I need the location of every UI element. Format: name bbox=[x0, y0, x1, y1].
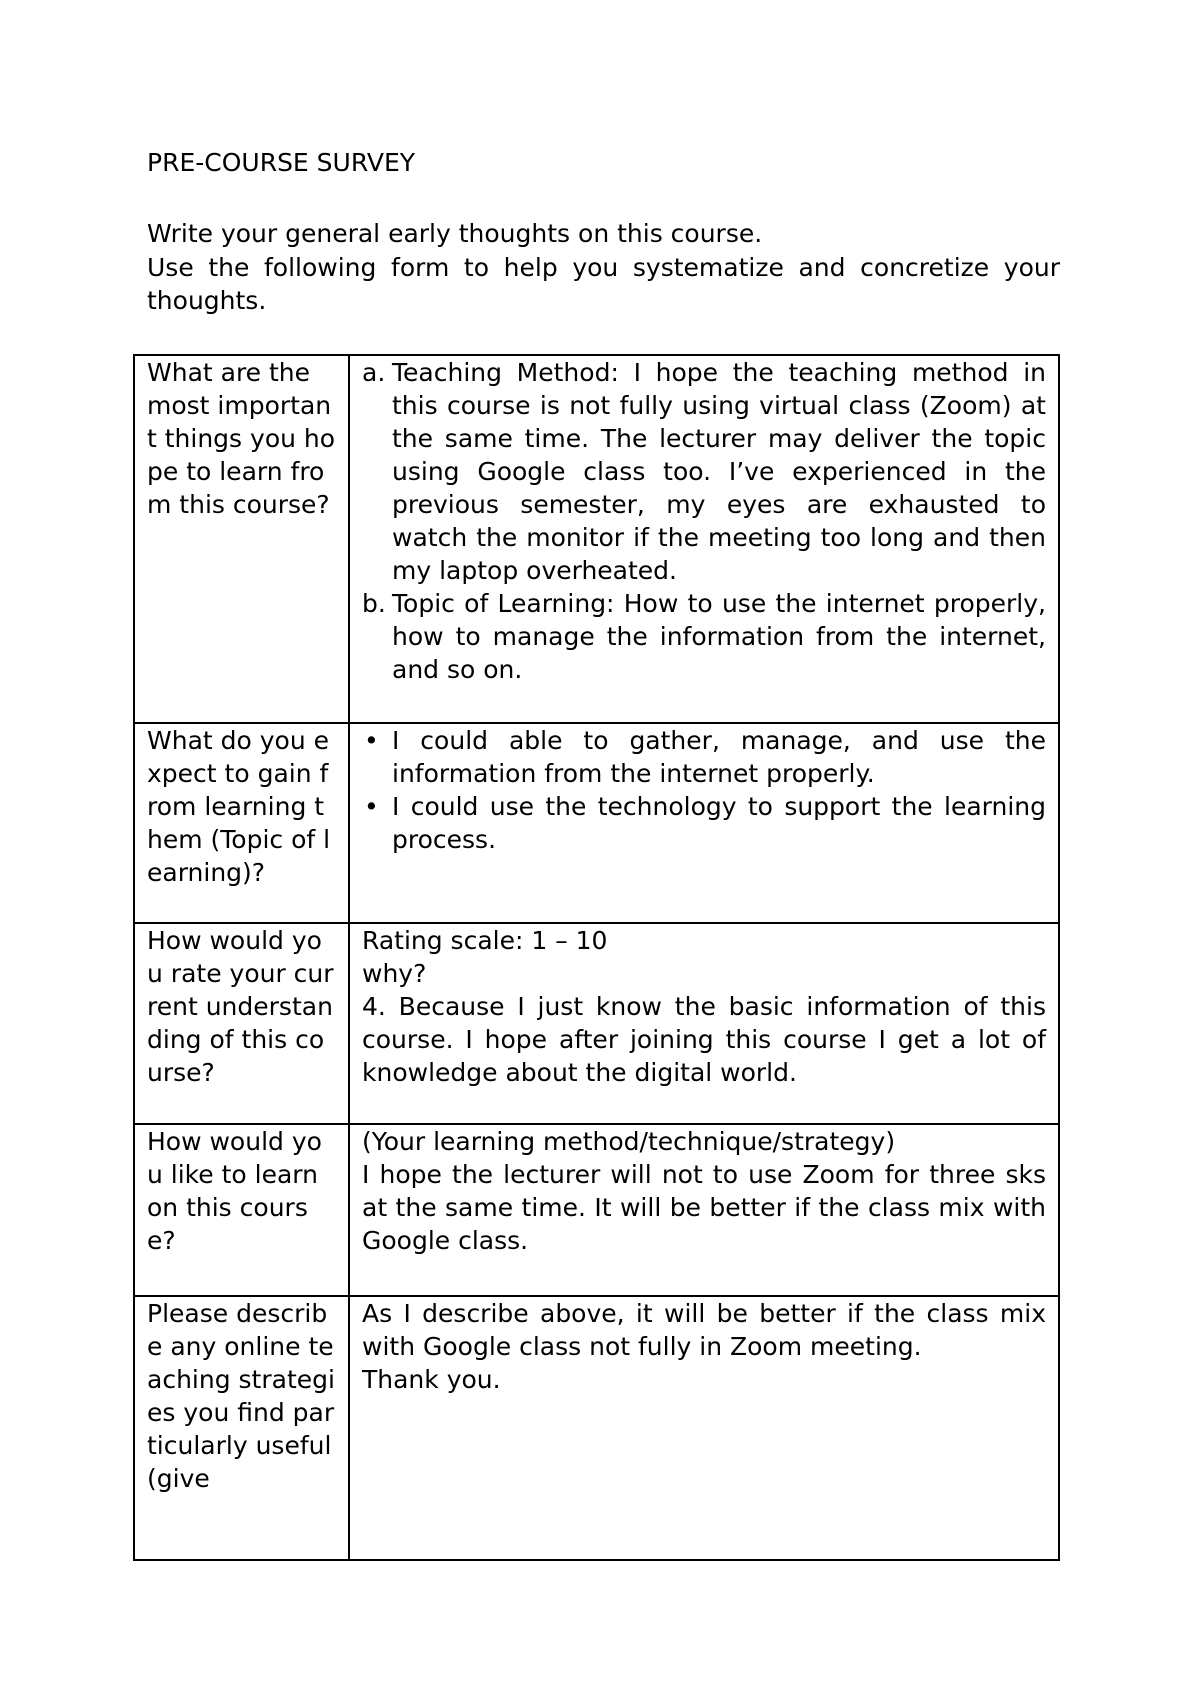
survey-table bbox=[133, 354, 1060, 1561]
table-row bbox=[134, 1124, 1059, 1296]
table-row bbox=[134, 723, 1059, 923]
answer-cell bbox=[349, 355, 1059, 723]
list-marker: b. bbox=[362, 589, 386, 618]
question-text: Please describe any online teaching strategies you find particularly useful (give bbox=[147, 1299, 335, 1493]
answer-cell bbox=[349, 1296, 1059, 1560]
list-marker: a. bbox=[362, 358, 386, 387]
question-cell: How would you rate your current understanding of this course? bbox=[134, 923, 349, 1124]
answer-cell bbox=[349, 723, 1059, 923]
why-label: why? bbox=[362, 959, 427, 988]
method-answer-text: I hope the lecturer will not to use Zoom for three sks at the same time. It will be better if the class mix with Google class. bbox=[362, 1160, 1046, 1255]
answer-cell bbox=[349, 1124, 1059, 1296]
list-item-text: Teaching Method: I hope the teaching method in this course is not fully using virtual class (Zoom) at the same time. The lecturer may deliver the topic using Google class too. I’ve experienced in the previous semester, my eyes are exhausted to watch the monitor if the meeting too long and then my laptop overheated. bbox=[392, 358, 1046, 585]
intro-text bbox=[147, 217, 1060, 318]
list-item bbox=[362, 356, 1046, 587]
table-row bbox=[134, 923, 1059, 1124]
answer-bullets bbox=[362, 724, 1046, 856]
list-item bbox=[362, 587, 1046, 686]
intro-line-1: Write your general early thoughts on this course. bbox=[147, 219, 763, 248]
answer-cell bbox=[349, 923, 1059, 1124]
rating-answer-text: 4. Because I just know the basic information of this course. I hope after joining this course I get a lot of knowledge about the digital world. bbox=[362, 992, 1046, 1087]
page-title: PRE-COURSE SURVEY bbox=[147, 148, 416, 177]
table-row bbox=[134, 1296, 1059, 1560]
bullet-item: • I could able to gather, manage, and use the information from the internet properly. bbox=[362, 724, 1046, 790]
strategies-answer-text: As I describe above, it will be better if the class mix with Google class not fully in Zoom meeting. bbox=[362, 1299, 1046, 1361]
rating-scale-text: Rating scale: 1 – 10 bbox=[362, 926, 608, 955]
list-item-text: Topic of Learning: How to use the internet properly, how to manage the information from the internet, and so on. bbox=[392, 589, 1046, 684]
thanks-text: Thank you. bbox=[362, 1365, 501, 1394]
question-cell: What are the most important things you hope to learn from this course? bbox=[134, 355, 349, 723]
method-hint-text: (Your learning method/technique/strategy) bbox=[362, 1127, 896, 1156]
question-cell bbox=[134, 1296, 349, 1560]
intro-line-2: Use the following form to help you systematize and concretize your thoughts. bbox=[147, 252, 1060, 315]
question-cell: How would you like to learn on this course? bbox=[134, 1124, 349, 1296]
question-cell: What do you expect to gain from learning them (Topic of learning)? bbox=[134, 723, 349, 923]
table-row bbox=[134, 355, 1059, 723]
bullet-item: • I could use the technology to support the learning process. bbox=[362, 790, 1046, 856]
answer-list bbox=[362, 356, 1046, 686]
